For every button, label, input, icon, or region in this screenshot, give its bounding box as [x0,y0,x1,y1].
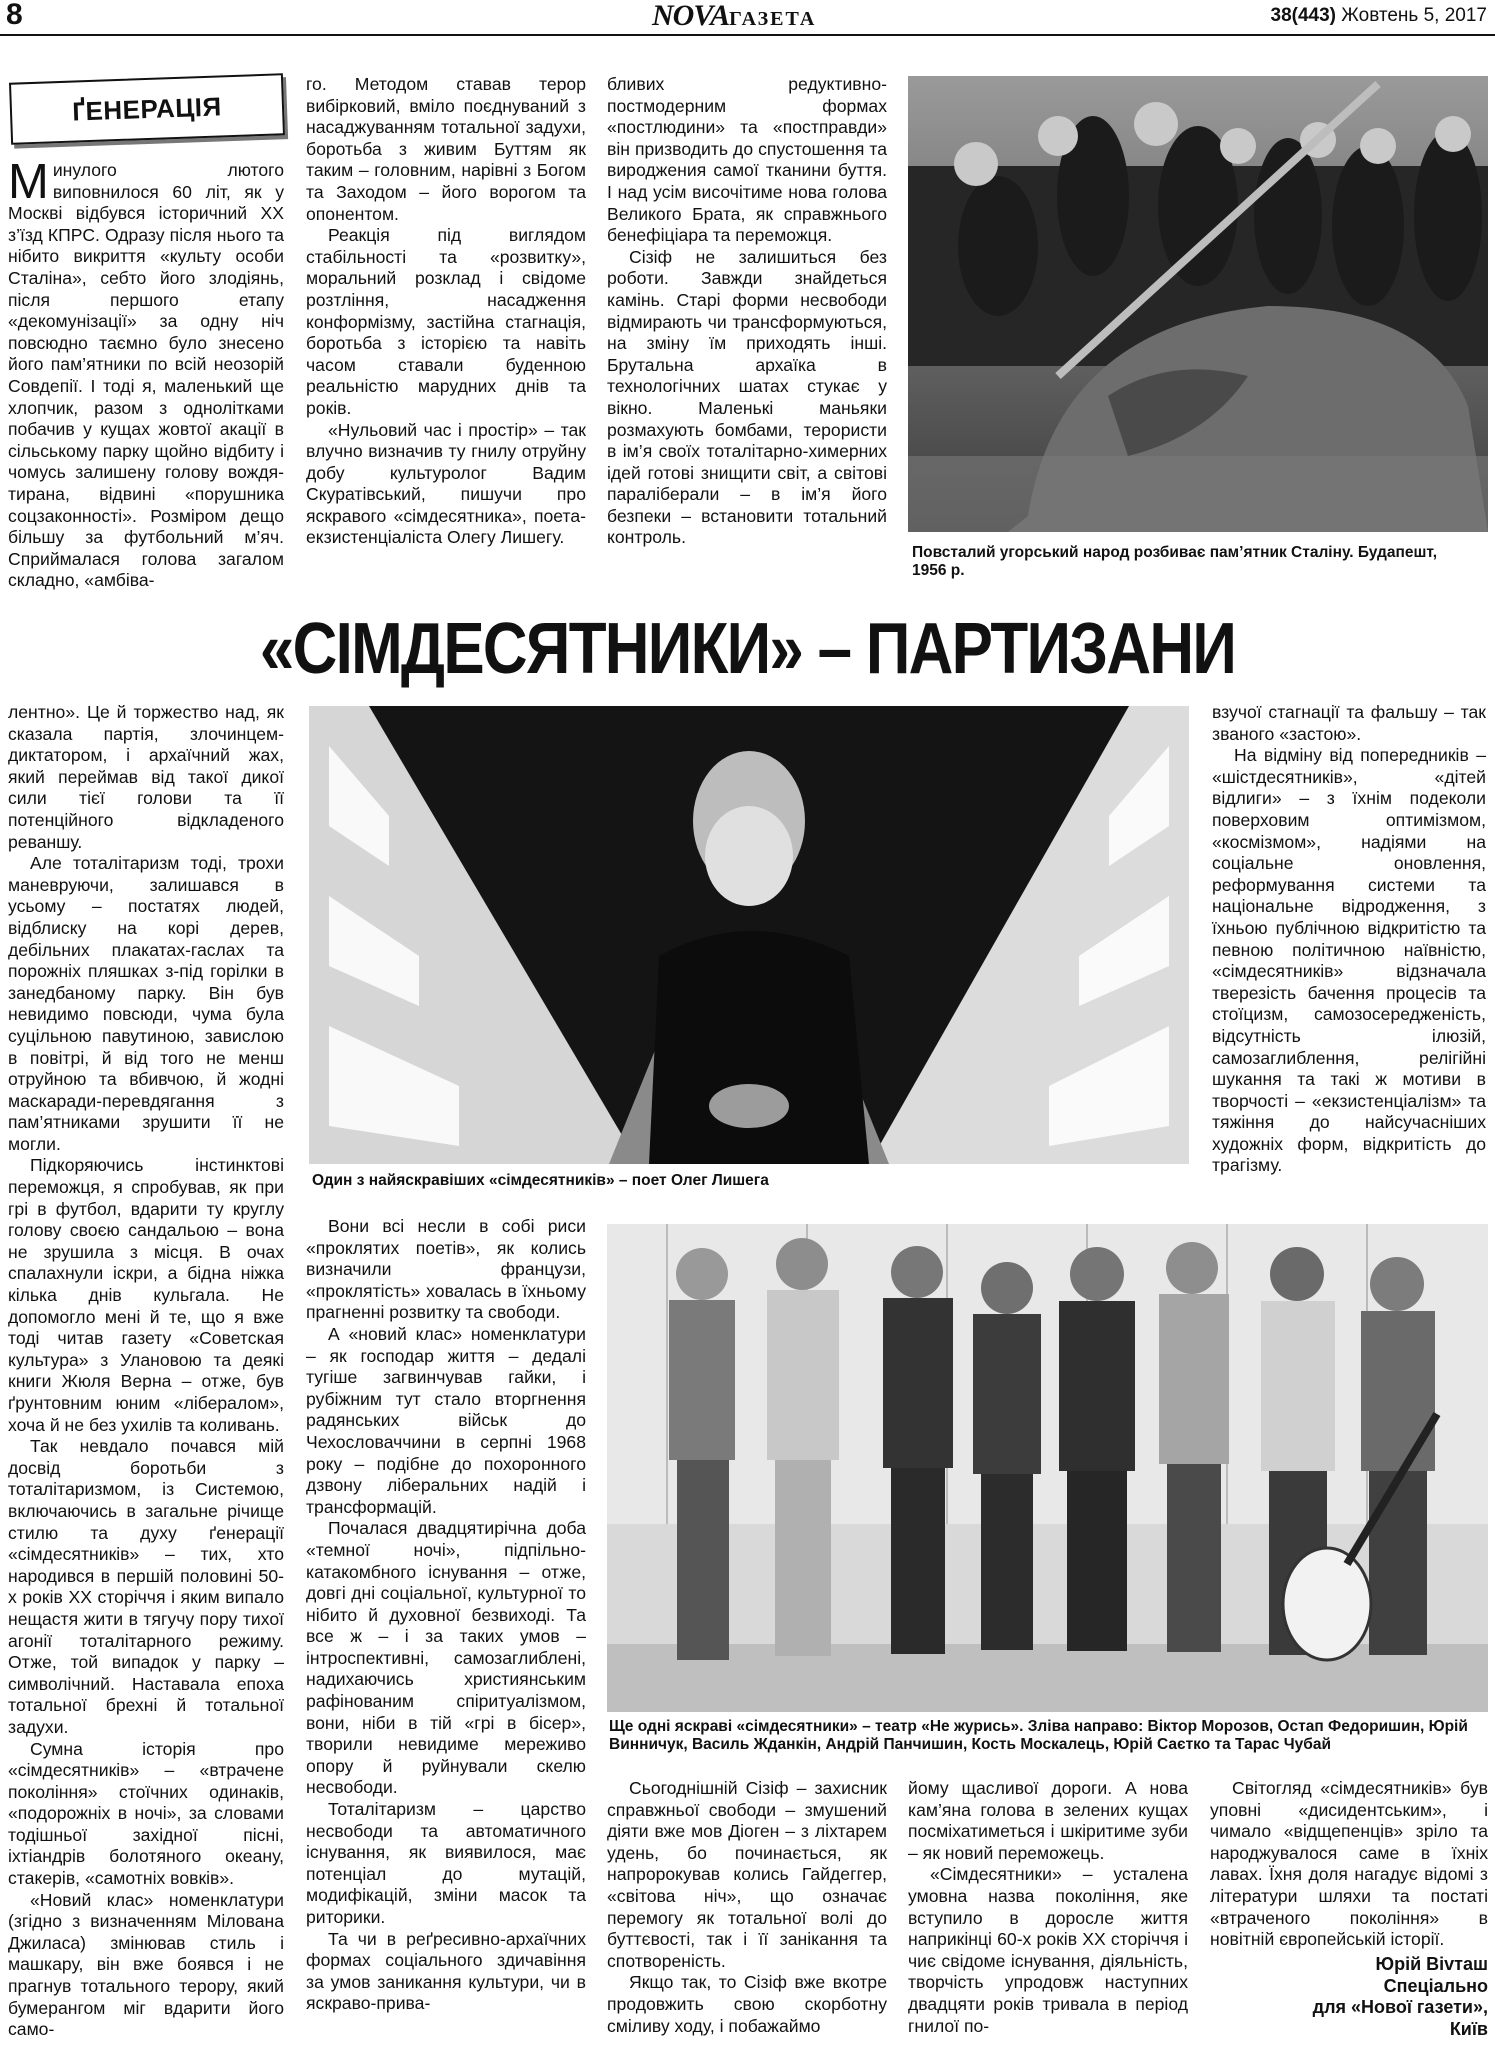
caption-top-photo: Повсталий угорський народ розбиває пам’ятник Сталіну. Будапешт, 1956 р. [912,544,1438,579]
issue-number: 38(443) [1270,5,1337,26]
photo-oleh-lysheha [309,706,1189,1164]
person [1059,1247,1135,1651]
masthead-gazeta: ГАЗЕТА [729,8,817,30]
person [669,1248,735,1660]
column-2-top [306,74,586,549]
issue-date: Жовтень 5, 2017 [1341,5,1487,26]
paragraph: Сізіф не залишиться без роботи. Завжди знайдеться камінь. Старі форми несвободи відмирають чи трансформуються, на зміну їм приходять інші. Брутальна архаїка в технологічних шатах стукає у вікно. Маленькі маньяки розмахують бомбами, терористи в ім’я своїх тоталітарно-химерних ідей готові знищити світ, а світові паралiберали – в ім’я його безпеки – встановити тотальний контроль. [607,246,887,548]
paragraph: Але тоталітаризм тоді, трохи маневруючи, залишався в усьому – постатях людей, відблиску на корі дерев, дебільних плакатах-гаслах та порожніх пляшках з-під горілки в занедбаному парку. Він був невидимо повсюди, чума була суцільною павутиною, завислою в повітрі, й від того не менш отруйною та вбивчою, й жодні маскаради-перевдягання з пам’ятниками зрушити її не могли. [8,853,284,1154]
paragraph: На відміну від попередників – «шістдесятників», «дітей відлиги» – з їхнім подеколи поверховим оптимізмом, «космізмом», надіями на соціальне оновлення, реформування системи та національне відродження, з їхньою публічною відкритістю та певною політичною наївністю, «сімдесятників» відзначала тверезість бачення процесів та стоїцизм, самозосередженість, відсутність ілюзій, самозаглиблення, релігійні шукання та такі ж мотиви в творчості – «екзистенціалізм» та тяжіння до найсучасніших художніх форм, відкритість до трагізму. [1212,745,1486,1176]
paragraph: А «новий клас» номенклатури – як господар життя – дедалі тугіше загвинчував гайки, і рубіжним тут стало вторгнення радянських військ до Чехословаччини в серпні 1968 року – подібне до похоронного дзвону ліберальних надій і трансформацій. [306,1323,586,1517]
header-rule [0,34,1495,36]
photo-ne-zhurys-theatre [607,1224,1488,1712]
paragraph-text: инулого лютого виповнилося 60 літ, як у Москві відбувся історичний ХХ з’їзд КПРС. Одразу після нього та нібито викриття «культу особи Сталіна», себто його злодіянь, після першого етапу «декомунізації» за одну ніч повсюдно таємно було знесено його пам’ятники по всій неозорій Совдепії. І тоді я, маленький ще хлопчик, разом з однолітками побачив у кущах жовтої акації в сільському парку щойно відбиту і чомусь залишену голову вождя-тирана, відвині «порушника соцзаконності». Розміром дещо більшу за футбольний м’яч. Сприймалася голова загалом складно, «амбіва- [8,160,284,591]
caption-middle-photo: Один з найяскравіших «сімдесятників» – поет Олег Лишега [312,1172,769,1189]
paragraph: Сьогоднішній Сізіф – захисник справжньої свободи – змушений діяти вже мов Діоген – з ліхтарем удень, бо починається, як напророкував колись Гайдеггер, «світова ніч», що означає перемогу як тотальної волі до буттєвості, так і її занікання та спотвореність. [607,1778,887,1971]
paragraph: Реакція під виглядом стабільності та «розвитку», моральний розклад і свідоме розтління, насадження конформізму, застійна стагнація, боротьба з історією та навіть часом ставали буденною реальністю марудних днів та років. [306,225,586,418]
headline: «СІМДЕСЯТНИКИ» – ПАРТИЗАНИ [259,609,1236,689]
photo-ne-zhurys-theatre-image [607,1224,1488,1712]
caption-bottom-photo: Ще одні яскраві «сімдесятники» – театр «Не журись». Зліва направо: Віктор Морозов, Остап Федоришин, Юрій Винничук, Василь Жданкін, Андрій Панчишин, Кость Москалець, Юрій Саєтко та Тарас Чубай [609,1718,1468,1753]
masthead-logo [652,0,816,35]
photo-stalin-monument-image [908,76,1488,532]
column-4-middle [1212,702,1486,1177]
paragraph: лентно». Це й торжество над, як сказала партія, злочинцем-диктатором, і архаїчний жах, який переймав від такої дикої сили тієї голови та її потенційного відкладеного реваншу. [8,702,284,852]
paragraph: взучої стагнації та фальшу – так званого «застою». [1212,702,1486,744]
issue-info [1271,4,1487,28]
person [1159,1242,1229,1652]
column-1-middle [8,702,284,2041]
paragraph: Сумна історія про «сімдесятників» – «втрачене покоління» стоїчних одинаків, «подорожніх в ночі», за словами тодішньої західної пісні, іхтіандрів болотяного океану, стакерів, «самотніх вовків». [8,1738,284,1889]
column-3-bottom [607,1778,887,2037]
paragraph: йому щасливої дороги. А нова кам’яна голова в зелених кущах посміхатиметься і шкіритиме зуби – як новий переможець. [908,1778,1188,1863]
column-5-bottom [1210,1778,1488,1951]
signature-city: Київ [1449,2018,1488,2039]
column-4-bottom [908,1778,1188,2037]
page-number: 8 [6,0,23,31]
column-1-top [8,155,284,592]
paragraph [8,155,284,592]
paragraph: Якщо так, то Сізіф вже вкотре продовжить свою скорботну сміливу ходу, і побажаймо [607,1972,887,2036]
author-signature [1210,1954,1488,2040]
author-name: Юрій Віvташ [1375,1954,1488,1974]
paragraph: го. Методом ставав терор вибірковий, вміло поєднуваний з насаджуванням тотальної задухи, боротьба з живим Буттям як таким – головним, нарівні з Богом та Заходом – його ворогом та опонентом. [306,74,586,224]
photo-stalin-monument [908,76,1488,532]
rubric-box [9,73,285,145]
column-2-bottom [306,1216,586,2015]
signature-line-3: для «Нової газети», [1312,1997,1488,2018]
column-3-top [607,74,887,549]
paragraph: Світогляд «сімдесятників» був уповні «дисидентським», і чимало «відщепенців» зріло та народжувалося саме в їхніх лавах. Їхня доля нагадує відомі з літератури шляхи та постаті «втраченого покоління» в новітній європейській історії. [1210,1778,1488,1950]
paragraph: «Сімдесятники» – усталена умовна назва покоління, яке вступило в доросле життя наприкінці 60-х років ХХ сторіччя і чиє свідоме існування, діяльність, творчість упродовж наступних двадцяти років тривала в період гнилої по- [908,1864,1188,2036]
person [883,1246,953,1654]
paragraph: Так невдало почався мій досвід боротьби з тоталітаризмом, із Системою, включаючись в загальне річище стилю та духу ґенерації «сімдесятників» – тих, хто народився в першій половині 50-х років ХХ сторіччя і яким випало нещастя жити в тягучу пору тихої агонії тоталітарного режиму. Отже, той випадок у парку – символічний. Наставала епоха тотальної брехні й тотальної задухи. [8,1436,284,1737]
drop-cap: М [8,155,49,209]
photo-oleh-lysheha-image [309,706,1189,1164]
person [1361,1257,1435,1655]
rubric-label: ҐЕНЕРАЦІЯ [71,90,223,127]
signature-line-2: Спеціально [1383,1975,1488,1996]
paragraph: Вони всі несли в собі риси «проклятих поетів», як колись визначили французи, «проклятість» ховалась в їхньому прагненні розвитку та свободи. [306,1216,586,1323]
paragraph: Та чи в реґресивно-архаїчних формах соціального здичавіння за умов заникання культури, чи в яскраво-прива- [306,1928,586,2014]
masthead-nova: NOVA [652,0,730,32]
paragraph: Тоталітаризм – царство несвободи та автоматичного існування, як виявилося, має потенціал до мутацій, модифікацій, зміни масок та риторики. [306,1799,586,1927]
paragraph: Підкоряючись інстинктові переможця, я спробував, як при грі в футбол, вдарити ту круглу голову своєю сандальою – вона не зрушила з місця. В очах спалахнули іскри, а бідна ніжка кілька днів кульгала. Не допомогло мені й те, що я вже тоді читав газету «Советская культура» з Улановою та деякі книги Жюля Верна – отже, був ґрунтовним юним «лібералом», хоча й не без ухилів та коливань. [8,1155,284,1435]
paragraph: «Нульовий час і простір» – так влучно визначив ту гнилу отруйну добу культуролог Вадим Скуратівський, пишучи про яскравого «сімдесятника», поета-екзистенціаліста Олегу Лишегу. [306,419,586,548]
paragraph: Почалася двадцятирічна доба «темної ночі», підпільно-катакомбного існування – отже, довгі дні соціальної, культурної то нібито й духовної безвиході. Та все ж – і за таких умов – інтроспективні, самозаглиблені, надихаючись християнським рафінованим спіритуалізмом, вони, ніби в тій «грі в бісер», творили невидиме мереживо опору й руйнували скелю несвободи. [306,1518,586,1798]
person [973,1262,1041,1650]
paragraph: бливих редуктивно-постмодерним формах «постлюдини» та «постправди» він призводить до спустошення та вироджения самої тканини буття. І над усім височітиме нова голова Великого Брата, як справжнього бенефіціара та переможця. [607,74,887,246]
paragraph: «Новий клас» номенклатури (згідно з визначенням Мілована Джиласа) змінював стиль і машкару, він вже боявся і не прагнув тотального терору, який бумерангом міг вдарити його само- [8,1889,284,2040]
person [767,1238,839,1656]
